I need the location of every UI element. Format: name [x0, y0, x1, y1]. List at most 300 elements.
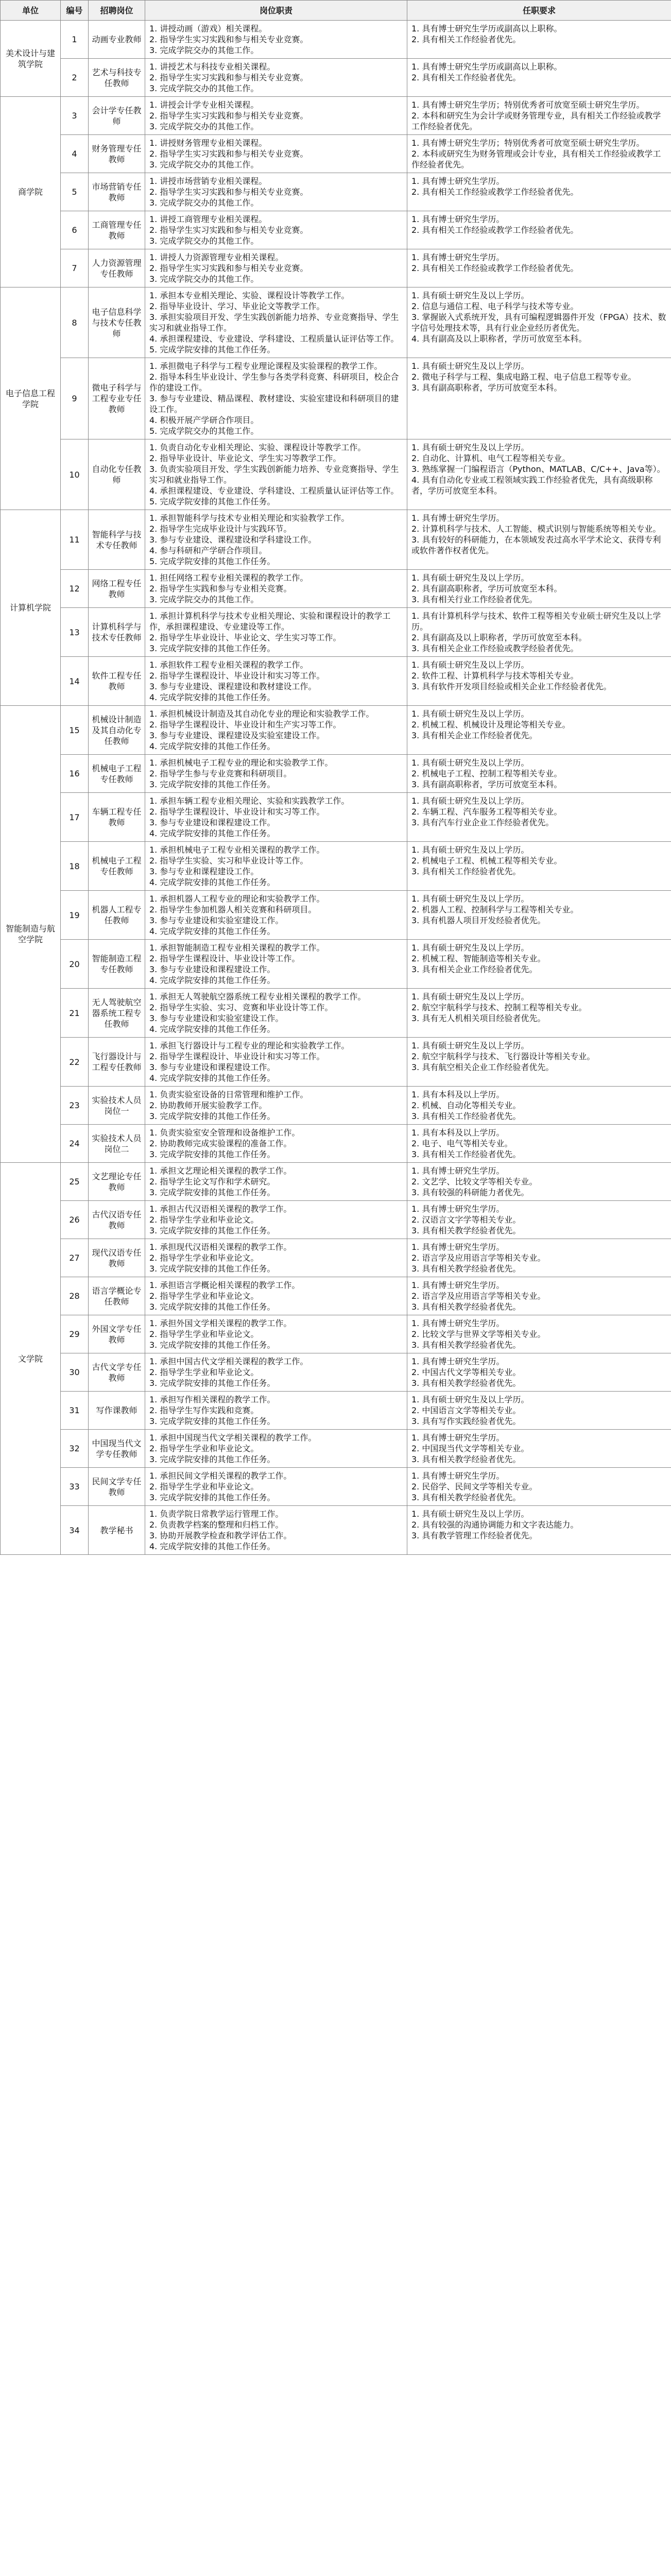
number-cell: 6 — [61, 211, 89, 249]
requirement-line: 3. 具有写作实践经验者优先。 — [411, 1416, 521, 1426]
requirements-cell — [407, 1468, 671, 1506]
requirement-line: 1. 具有博士研究生学历或副高以上职称。 — [411, 62, 562, 72]
requirement-line: 3. 具有无人机相关项目经验者优先。 — [411, 1013, 546, 1023]
requirements-cell — [407, 1392, 671, 1430]
position-cell: 人力资源管理专任教师 — [89, 249, 145, 287]
table-row — [1, 97, 671, 135]
duty-line: 2. 负责教学档案的整理和归档工作。 — [149, 1520, 284, 1530]
duty-line: 3. 完成学院安排的其他工作任务。 — [149, 1111, 276, 1121]
position-cell: 智能科学与技术专任教师 — [89, 510, 145, 570]
requirements-cell — [407, 287, 671, 358]
requirements-cell — [407, 989, 671, 1038]
table-row — [1, 1201, 671, 1239]
requirement-line: 3. 具有较强的科研能力者优先。 — [411, 1188, 529, 1197]
table-row — [1, 439, 671, 510]
duty-line: 1. 讲授工商管理专业相关课程。 — [149, 214, 267, 224]
number-cell: 5 — [61, 173, 89, 211]
requirement-line: 1. 具有硕士研究生及以上学历。 — [411, 992, 529, 1002]
duties-cell — [145, 940, 407, 989]
table-row — [1, 1038, 671, 1087]
duties-cell — [145, 1430, 407, 1468]
unit-cell: 文学院 — [1, 1163, 61, 1555]
duties-cell — [145, 570, 407, 608]
requirement-line: 1. 具有硕士研究生及以上学历。 — [411, 796, 529, 806]
requirement-line: 2. 具有相关工作经验或教学工作经验者优先。 — [411, 263, 579, 273]
duty-line: 4. 完成学院安排的其他工作任务。 — [149, 692, 276, 702]
requirement-line: 2. 航空宇航科学与技术、飞行器设计等相关专业。 — [411, 1052, 595, 1061]
requirements-cell — [407, 249, 671, 287]
requirements-cell — [407, 570, 671, 608]
duty-line: 3. 完成学院安排的其他工作任务。 — [149, 643, 276, 653]
requirement-line: 1. 具有本科及以上学历。 — [411, 1128, 505, 1138]
requirement-line: 2. 机器人工程、控制科学与工程等相关专业。 — [411, 905, 579, 914]
requirement-line: 1. 具有博士研究生学历。 — [411, 1280, 505, 1290]
requirement-line: 2. 机械电子工程、控制工程等相关专业。 — [411, 769, 562, 778]
position-cell: 网络工程专任教师 — [89, 570, 145, 608]
duty-line: 3. 完成学院交办的其他工作。 — [149, 236, 259, 246]
duty-line: 1. 讲授市场营销专业相关课程。 — [149, 176, 267, 186]
duty-line: 2. 指导学生实习实践和参与相关专业竞赛。 — [149, 111, 308, 121]
header-number: 编号 — [61, 1, 89, 21]
duty-line: 5. 完成学院安排的其他工作任务。 — [149, 497, 276, 506]
number-cell: 20 — [61, 940, 89, 989]
table-row — [1, 287, 671, 358]
table-row — [1, 1087, 671, 1125]
duty-line: 2. 指导学生写作实践和竞赛。 — [149, 1405, 259, 1415]
duty-line: 2. 指导学生参与专业竞赛和科研项目。 — [149, 769, 292, 778]
number-cell: 33 — [61, 1468, 89, 1506]
duty-line: 1. 讲授财务管理专业相关课程。 — [149, 138, 267, 148]
duty-line: 1. 讲授动画（游戏）相关课程。 — [149, 24, 267, 33]
number-cell: 9 — [61, 358, 89, 439]
duty-line: 3. 完成学院交办的其他工作。 — [149, 45, 259, 55]
requirement-line: 3. 具有副高职称者，学历可放宽至本科。 — [411, 383, 562, 393]
position-cell: 财务管理专任教师 — [89, 135, 145, 173]
duties-cell — [145, 211, 407, 249]
duty-line: 2. 指导学生课程设计、毕业设计和实习等工作。 — [149, 807, 325, 817]
requirements-cell — [407, 608, 671, 657]
requirement-line: 2. 具有副高职称者，学历可放宽至本科。 — [411, 584, 562, 594]
requirements-cell — [407, 755, 671, 793]
requirement-line: 2. 中国语言文学等相关专业。 — [411, 1405, 521, 1415]
requirement-line: 4. 具有副高及以上职称者，学历可放宽至本科。 — [411, 334, 587, 344]
requirement-line: 2. 汉语言文字学等相关专业。 — [411, 1215, 521, 1225]
number-cell: 11 — [61, 510, 89, 570]
requirement-line: 1. 具有硕士研究生及以上学历。 — [411, 660, 529, 670]
number-cell: 28 — [61, 1277, 89, 1315]
position-cell: 机械设计制造及其自动化专任教师 — [89, 706, 145, 755]
duty-line: 2. 指导学生实践和参与专业相关竞赛。 — [149, 584, 292, 594]
duty-line: 1. 讲授会计学专业相关课程。 — [149, 100, 259, 110]
header-position: 招聘岗位 — [89, 1, 145, 21]
duties-cell — [145, 842, 407, 891]
duties-cell — [145, 755, 407, 793]
duty-line: 2. 指导学生实习实践和参与相关专业竞赛。 — [149, 149, 308, 159]
requirement-line: 4. 具有自动化专业或工程领域实践工作经验者优先，具有高级职称者，学历可放宽至本科。 — [411, 475, 653, 496]
duty-line: 2. 指导学生完成毕业设计与实践环节。 — [149, 524, 292, 534]
requirement-line: 1. 具有硕士研究生及以上学历。 — [411, 845, 529, 855]
duties-cell — [145, 657, 407, 706]
duty-line: 2. 指导毕业设计、学习、毕业论文等教学工作。 — [149, 301, 325, 311]
requirement-line: 3. 具有相关工作经验者优先。 — [411, 867, 521, 876]
requirement-line: 2. 软件工程、计算机科学与技术等相关专业。 — [411, 671, 579, 681]
requirements-cell — [407, 1277, 671, 1315]
requirement-line: 1. 具有博士研究生学历；特别优秀者可放宽至硕士研究生学历。 — [411, 100, 645, 110]
duty-line: 2. 协助教师开展实验教学工作。 — [149, 1100, 267, 1110]
requirement-line: 3. 具有相关企业工作经验或教学经验者优先。 — [411, 643, 579, 653]
duty-line: 1. 负责自动化专业相关理论、实验、课程设计等教学工作。 — [149, 443, 366, 452]
requirements-cell — [407, 1506, 671, 1555]
requirement-line: 2. 机械电子工程、机械工程等相关专业。 — [411, 856, 562, 866]
requirement-line: 1. 具有博士研究生学历。 — [411, 1204, 505, 1214]
requirement-line: 3. 掌握嵌入式系统开发，具有可编程逻辑器件开发（FPGA）技术、数字信号处理技术等，具有行业企业经历者优先。 — [411, 312, 666, 333]
table-row — [1, 1506, 671, 1555]
duty-line: 1. 承担智能科学与技术专业相关理论和实验教学工作。 — [149, 513, 350, 523]
requirements-cell — [407, 1125, 671, 1163]
number-cell: 18 — [61, 842, 89, 891]
duty-line: 4. 完成学院安排的其他工作任务。 — [149, 877, 276, 887]
duty-line: 3. 完成学院安排的其他工作任务。 — [149, 1454, 276, 1464]
duty-line: 2. 指导学生学业和毕业论文。 — [149, 1444, 259, 1453]
requirements-cell — [407, 439, 671, 510]
position-cell: 机器人工程专任教师 — [89, 891, 145, 940]
requirement-line: 1. 具有博士研究生学历。 — [411, 1471, 505, 1481]
header-requirements: 任职要求 — [407, 1, 671, 21]
table-row — [1, 755, 671, 793]
number-cell: 4 — [61, 135, 89, 173]
requirement-line: 3. 熟练掌握一门编程语言（Python、MATLAB、C/C++、Java等）。 — [411, 464, 665, 474]
number-cell: 25 — [61, 1163, 89, 1201]
requirement-line: 1. 具有硕士研究生及以上学历。 — [411, 1509, 529, 1519]
table-row — [1, 1163, 671, 1201]
number-cell: 7 — [61, 249, 89, 287]
requirements-cell — [407, 1430, 671, 1468]
requirement-line: 2. 具有相关工作经验者优先。 — [411, 35, 521, 44]
requirement-line: 3. 具有教学管理工作经验者优先。 — [411, 1531, 538, 1540]
duty-line: 4. 完成学院安排的其他工作任务。 — [149, 1541, 276, 1551]
table-row — [1, 358, 671, 439]
duty-line: 1. 承担民间文学相关课程的教学工作。 — [149, 1471, 292, 1481]
header-duties: 岗位职责 — [145, 1, 407, 21]
position-cell: 微电子科学与工程专业专任教师 — [89, 358, 145, 439]
duty-line: 2. 指导学生实习实践和参与相关专业竞赛。 — [149, 35, 308, 44]
requirement-line: 2. 具有相关工作经验或教学工作经验者优先。 — [411, 225, 579, 235]
number-cell: 16 — [61, 755, 89, 793]
requirements-cell — [407, 1201, 671, 1239]
position-cell: 民间文学专任教师 — [89, 1468, 145, 1506]
requirement-line: 1. 具有博士研究生学历。 — [411, 214, 505, 224]
duties-cell — [145, 1087, 407, 1125]
duties-cell — [145, 1506, 407, 1555]
duty-line: 3. 参与专业建设和实验室建设工作。 — [149, 916, 284, 925]
requirement-line: 2. 语言学及应用语言学等相关专业。 — [411, 1253, 546, 1263]
duty-line: 2. 指导学生学业和毕业论文。 — [149, 1291, 259, 1301]
duty-line: 4. 完成学院安排的其他工作任务。 — [149, 741, 276, 751]
table-row — [1, 1430, 671, 1468]
requirement-line: 2. 机械工程、智能制造等相关专业。 — [411, 954, 546, 963]
duty-line: 3. 完成学院安排的其他工作任务。 — [149, 1264, 276, 1274]
duty-line: 3. 参与专业建设、课程建设和教材建设工作。 — [149, 682, 317, 691]
duty-line: 4. 积极开展产学研合作项目。 — [149, 415, 259, 425]
duties-cell — [145, 97, 407, 135]
duty-line: 1. 负责实验室设备的日常管理和维护工作。 — [149, 1090, 308, 1099]
requirement-line: 3. 具有相关教学经验者优先。 — [411, 1226, 521, 1235]
requirement-line: 2. 中国现当代文学等相关专业。 — [411, 1444, 529, 1453]
duty-line: 1. 承担本专业相关理论、实验、课程设计等教学工作。 — [149, 291, 350, 300]
duty-line: 2. 指导学生课程设计、毕业设计和实习等工作。 — [149, 1052, 325, 1061]
position-cell: 软件工程专任教师 — [89, 657, 145, 706]
requirement-line: 3. 具有相关工作经验者优先。 — [411, 1149, 521, 1159]
duty-line: 4. 完成学院安排的其他工作任务。 — [149, 1024, 276, 1034]
position-cell: 中国现当代文学专任教师 — [89, 1430, 145, 1468]
position-cell: 艺术与科技专任教师 — [89, 59, 145, 97]
duty-line: 4. 完成学院安排的其他工作任务。 — [149, 828, 276, 838]
duty-line: 1. 承担软件工程专业相关课程的教学工作。 — [149, 660, 308, 670]
table-row — [1, 510, 671, 570]
requirement-line: 2. 机械、自动化等相关专业。 — [411, 1100, 521, 1110]
duty-line: 3. 参与专业建设、精品课程、教材建设、实验室建设和科研项目的建设工作。 — [149, 394, 399, 414]
requirement-line: 2. 具有较强的沟通协调能力和文字表达能力。 — [411, 1520, 579, 1530]
position-cell: 实验技术人员岗位一 — [89, 1087, 145, 1125]
duties-cell — [145, 287, 407, 358]
duties-cell — [145, 1163, 407, 1201]
requirement-line: 1. 具有硕士研究生及以上学历。 — [411, 1041, 529, 1050]
duties-cell — [145, 793, 407, 842]
table-row — [1, 1239, 671, 1277]
position-cell: 智能制造工程专任教师 — [89, 940, 145, 989]
table-row — [1, 135, 671, 173]
requirement-line: 3. 具有相关教学经验者优先。 — [411, 1302, 521, 1312]
requirements-cell — [407, 657, 671, 706]
number-cell: 29 — [61, 1315, 89, 1353]
duty-line: 3. 完成学院安排的其他工作任务。 — [149, 1188, 276, 1197]
duty-line: 1. 承担无人驾驶航空器系统工程专业相关课程的教学工作。 — [149, 992, 366, 1002]
table-row — [1, 1353, 671, 1392]
table-row — [1, 793, 671, 842]
number-cell: 23 — [61, 1087, 89, 1125]
position-cell: 飞行器设计与工程专任教师 — [89, 1038, 145, 1087]
duty-line: 2. 指导学生课程设计、毕业设计等工作。 — [149, 954, 300, 963]
requirements-cell — [407, 135, 671, 173]
duties-cell — [145, 706, 407, 755]
duty-line: 3. 参与专业建设和课程建设工作。 — [149, 1062, 276, 1072]
position-cell: 动画专业教师 — [89, 21, 145, 59]
duty-line: 1. 承担微电子科学与工程专业理论课程及实验课程的教学工作。 — [149, 361, 383, 371]
requirement-line: 2. 本科和研究生为会计学或财务管理专业，具有相关工作经验或教学工作经验者优先。 — [411, 111, 661, 131]
requirement-line: 2. 比较文学与世界文学等相关专业。 — [411, 1329, 546, 1339]
duty-line: 3. 负责实验项目开发、学生实践创新能力培养、专业竞赛指导、学生实习和就业指导工作。 — [149, 464, 399, 485]
duty-line: 3. 完成学院交办的其他工作。 — [149, 595, 259, 604]
position-cell: 写作课教师 — [89, 1392, 145, 1430]
requirement-line: 1. 具有博士研究生学历或副高以上职称。 — [411, 24, 562, 33]
requirement-line: 3. 具有相关企业工作经验者优先。 — [411, 731, 538, 740]
requirement-line: 2. 车辆工程、汽车服务工程等相关专业。 — [411, 807, 562, 817]
requirements-cell — [407, 1353, 671, 1392]
requirement-line: 2. 中国古代文学等相关专业。 — [411, 1367, 521, 1377]
duty-line: 3. 完成学院交办的其他工作。 — [149, 274, 259, 284]
duty-line: 2. 指导学生实验、实习和毕业设计等工作。 — [149, 856, 308, 866]
table-row — [1, 249, 671, 287]
requirements-cell — [407, 21, 671, 59]
duty-line: 1. 承担写作相关课程的教学工作。 — [149, 1395, 276, 1404]
requirements-cell — [407, 1163, 671, 1201]
requirements-cell — [407, 1038, 671, 1087]
duties-cell — [145, 21, 407, 59]
position-cell: 无人驾驶航空器系统工程专任教师 — [89, 989, 145, 1038]
duty-line: 2. 指导学生实习实践和参与相关专业竞赛。 — [149, 263, 308, 273]
table-row — [1, 21, 671, 59]
duty-line: 3. 完成学院交办的其他工作。 — [149, 83, 259, 93]
duty-line: 3. 承担实验项目开发、学生实践创新能力培养、专业竞赛指导、学生实习和就业指导工作。 — [149, 312, 399, 333]
header-unit: 单位 — [1, 1, 61, 21]
requirement-line: 2. 信息与通信工程、电子科学与技术等专业。 — [411, 301, 579, 311]
position-cell: 计算机科学与技术专任教师 — [89, 608, 145, 657]
table-row — [1, 657, 671, 706]
requirement-line: 2. 航空宇航科学与技术、控制工程等相关专业。 — [411, 1003, 587, 1012]
unit-cell: 智能制造与航空学院 — [1, 706, 61, 1163]
duties-cell — [145, 891, 407, 940]
table-row — [1, 1315, 671, 1353]
duties-cell — [145, 1353, 407, 1392]
duty-line: 2. 指导学生学业和毕业论文。 — [149, 1329, 259, 1339]
requirement-line: 1. 具有硕士研究生及以上学历。 — [411, 573, 529, 583]
duty-line: 1. 承担中国古代文学相关课程的教学工作。 — [149, 1357, 308, 1366]
duty-line: 3. 完成学院安排的其他工作任务。 — [149, 1378, 276, 1388]
requirement-line: 3. 具有相关教学经验者优先。 — [411, 1454, 521, 1464]
position-cell: 外国文学专任教师 — [89, 1315, 145, 1353]
requirement-line: 3. 具有汽车行业企业工作经验者优先。 — [411, 818, 554, 827]
duty-line: 1. 承担文艺理论相关课程的教学工作。 — [149, 1166, 292, 1176]
duty-line: 4. 承担课程建设、专业建设、学科建设、工程质量认证评估等工作。 — [149, 486, 399, 496]
requirement-line: 1. 具有博士研究生学历。 — [411, 1357, 505, 1366]
duty-line: 3. 参与专业建设和课程建设工作。 — [149, 964, 276, 974]
requirement-line: 1. 具有硕士研究生及以上学历。 — [411, 894, 529, 904]
requirement-line: 1. 具有博士研究生学历。 — [411, 176, 505, 186]
requirement-line: 1. 具有博士研究生学历。 — [411, 1433, 505, 1443]
requirements-cell — [407, 1087, 671, 1125]
duty-line: 4. 完成学院安排的其他工作任务。 — [149, 926, 276, 936]
requirement-line: 1. 具有博士研究生学历。 — [411, 1318, 505, 1328]
position-cell: 教学秘书 — [89, 1506, 145, 1555]
duty-line: 3. 参与专业建设和课程建设工作。 — [149, 818, 276, 827]
duty-line: 1. 承担机器人工程专业的理论和实验教学工作。 — [149, 894, 325, 904]
duty-line: 4. 参与科研和产学研合作项目。 — [149, 546, 267, 555]
requirement-line: 3. 具有相关教学经验者优先。 — [411, 1340, 521, 1350]
duties-cell — [145, 1277, 407, 1315]
duty-line: 3. 完成学院安排的其他工作任务。 — [149, 1149, 276, 1159]
duties-cell — [145, 1392, 407, 1430]
requirements-cell — [407, 211, 671, 249]
table-row — [1, 570, 671, 608]
position-cell: 电子信息科学与技术专任教师 — [89, 287, 145, 358]
duty-line: 2. 指导学生课程设计、毕业设计和生产实习等工作。 — [149, 720, 341, 730]
requirement-line: 2. 本科或研究生为财务管理或会计专业，具有相关工作经验或教学工作经验者优先。 — [411, 149, 661, 170]
duties-cell — [145, 1038, 407, 1087]
number-cell: 30 — [61, 1353, 89, 1392]
position-cell: 工商管理专任教师 — [89, 211, 145, 249]
duties-cell — [145, 1201, 407, 1239]
duty-line: 1. 承担机械设计制造及其自动化专业的理论和实验教学工作。 — [149, 709, 374, 719]
table-body — [1, 21, 671, 1555]
requirement-line: 3. 具有副高职称者，学历可放宽至本科。 — [411, 779, 562, 789]
requirement-line: 3. 具有航空相关企业工作经验者优先。 — [411, 1062, 554, 1072]
duty-line: 3. 完成学院交办的其他工作。 — [149, 198, 259, 208]
duty-line: 5. 完成学院交办的其他工作。 — [149, 426, 259, 436]
duty-line: 2. 指导学生实验、实习、竞赛和毕业设计等工作。 — [149, 1003, 333, 1012]
position-cell: 语言学概论专任教师 — [89, 1277, 145, 1315]
number-cell: 3 — [61, 97, 89, 135]
requirement-line: 1. 具有硕士研究生及以上学历。 — [411, 758, 529, 768]
requirement-line: 1. 具有博士研究生学历。 — [411, 513, 505, 523]
requirements-cell — [407, 59, 671, 97]
duty-line: 2. 指导学生参加机器人相关竞赛和科研项目。 — [149, 905, 317, 914]
number-cell: 34 — [61, 1506, 89, 1555]
requirement-line: 3. 具有较好的科研能力，在本领域发表过高水平学术论文、获得专利或软件著作权者优先。 — [411, 535, 661, 555]
requirement-line: 1. 具有博士研究生学历。 — [411, 1166, 505, 1176]
requirement-line: 1. 具有硕士研究生及以上学历。 — [411, 709, 529, 719]
duty-line: 3. 参与专业和课程建设工作。 — [149, 867, 259, 876]
requirements-cell — [407, 793, 671, 842]
duty-line: 1. 讲授艺术与科技专业相关课程。 — [149, 62, 276, 72]
table-row — [1, 1392, 671, 1430]
duty-line: 2. 指导学生学业和毕业论文。 — [149, 1253, 259, 1263]
table-row — [1, 940, 671, 989]
duties-cell — [145, 59, 407, 97]
duties-cell — [145, 173, 407, 211]
duty-line: 1. 承担计算机科学与技术专业相关理论、实验和课程设计的教学工作，承担课程建设、专业建设等工作。 — [149, 611, 391, 632]
duty-line: 1. 承担飞行器设计与工程专业的理论和实验教学工作。 — [149, 1041, 350, 1050]
unit-cell: 商学院 — [1, 97, 61, 287]
duty-line: 1. 担任网络工程专业相关课程的教学工作。 — [149, 573, 308, 583]
duty-line: 2. 指导学生课程设计、毕业设计和实习等工作。 — [149, 671, 325, 681]
duties-cell — [145, 1239, 407, 1277]
position-cell: 会计学专任教师 — [89, 97, 145, 135]
position-cell: 实验技术人员岗位二 — [89, 1125, 145, 1163]
duty-line: 4. 完成学院安排的其他工作任务。 — [149, 975, 276, 985]
duty-line: 1. 负责实验室安全管理和设备维护工作。 — [149, 1128, 300, 1138]
number-cell: 27 — [61, 1239, 89, 1277]
requirement-line: 1. 具有计算机科学与技术、软件工程等相关专业硕士研究生及以上学历。 — [411, 611, 661, 632]
requirement-line: 2. 文艺学、比较文学等相关专业。 — [411, 1177, 538, 1187]
requirements-cell — [407, 97, 671, 135]
number-cell: 26 — [61, 1201, 89, 1239]
duty-line: 3. 完成学院交办的其他工作。 — [149, 122, 259, 131]
requirement-line: 2. 微电子科学与工程、集成电路工程、电子信息工程等专业。 — [411, 372, 636, 382]
unit-cell: 计算机学院 — [1, 510, 61, 706]
requirement-line: 2. 电子、电气等相关专业。 — [411, 1139, 513, 1148]
number-cell: 22 — [61, 1038, 89, 1087]
requirements-cell — [407, 706, 671, 755]
table-row — [1, 706, 671, 755]
position-cell: 古代文学专任教师 — [89, 1353, 145, 1392]
number-cell: 13 — [61, 608, 89, 657]
number-cell: 32 — [61, 1430, 89, 1468]
duty-line: 3. 完成学院安排的其他工作任务。 — [149, 779, 276, 789]
duty-line: 1. 承担语言学概论相关课程的教学工作。 — [149, 1280, 300, 1290]
number-cell: 1 — [61, 21, 89, 59]
requirement-line: 1. 具有博士研究生学历；特别优秀者可放宽至硕士研究生学历。 — [411, 138, 645, 148]
requirements-cell — [407, 891, 671, 940]
table-row — [1, 989, 671, 1038]
position-cell: 现代汉语专任教师 — [89, 1239, 145, 1277]
number-cell: 14 — [61, 657, 89, 706]
duty-line: 2. 指导学生实习实践和参与相关专业竞赛。 — [149, 187, 308, 197]
requirement-line: 3. 具有相关教学经验者优先。 — [411, 1264, 521, 1274]
number-cell: 24 — [61, 1125, 89, 1163]
duty-line: 2. 指导学生学业和毕业论文。 — [149, 1482, 259, 1492]
table-row — [1, 891, 671, 940]
position-cell: 自动化专任教师 — [89, 439, 145, 510]
